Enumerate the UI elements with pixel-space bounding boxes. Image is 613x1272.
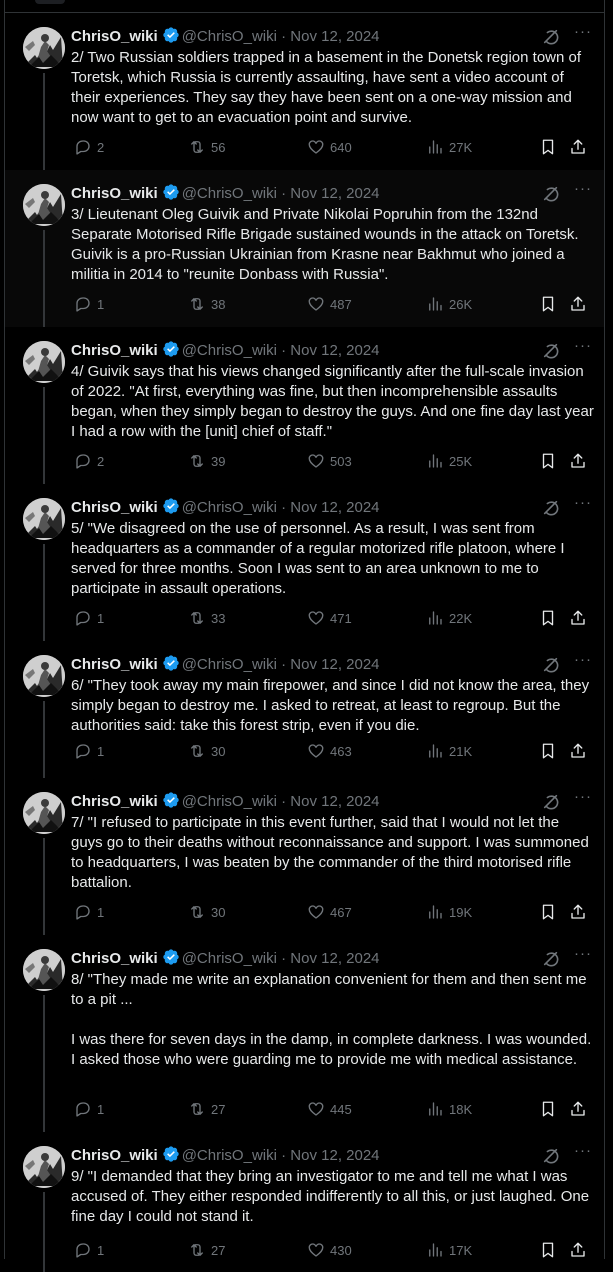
author-handle[interactable]: @ChrisO_wiki: [181, 185, 277, 202]
verified-badge-icon: [162, 948, 180, 972]
verified-badge-icon: [162, 26, 180, 50]
views-button[interactable]: [426, 294, 472, 314]
repost-icon: [188, 452, 206, 470]
more-icon[interactable]: ···: [574, 23, 592, 40]
avatar[interactable]: [23, 498, 65, 540]
like-count: 445: [330, 1101, 352, 1117]
heart-icon: [307, 138, 325, 156]
views-button[interactable]: [426, 451, 472, 471]
verified-badge-icon: [162, 497, 180, 521]
reply-icon: [74, 609, 92, 627]
views-button[interactable]: [426, 1240, 472, 1260]
share-button[interactable]: [569, 451, 592, 471]
views-count: 21K: [449, 743, 473, 759]
views-button[interactable]: [426, 902, 472, 922]
repost-button[interactable]: [188, 1240, 225, 1260]
heart-icon: [307, 452, 325, 470]
bookmark-button[interactable]: [539, 137, 562, 157]
reply-button[interactable]: [74, 294, 104, 314]
reply-button[interactable]: [74, 741, 104, 761]
author-handle[interactable]: @ChrisO_wiki: [181, 28, 277, 45]
bookmark-icon: [539, 138, 557, 156]
bookmark-button[interactable]: [539, 902, 562, 922]
author-handle[interactable]: @ChrisO_wiki: [181, 499, 277, 516]
heart-icon: [307, 1100, 325, 1118]
author-handle[interactable]: @ChrisO_wiki: [181, 793, 277, 810]
reply-button[interactable]: [74, 608, 104, 628]
views-count: 18K: [449, 1101, 473, 1117]
author-name[interactable]: ChrisO_wiki: [71, 342, 158, 359]
heart-icon: [307, 742, 325, 760]
tweet[interactable]: [5, 327, 604, 484]
bookmark-icon: [539, 1241, 557, 1259]
reply-icon: [74, 452, 92, 470]
like-button[interactable]: [307, 137, 352, 157]
share-button[interactable]: [569, 137, 592, 157]
thread-line: [43, 1192, 45, 1272]
share-icon: [569, 903, 587, 921]
like-button[interactable]: [307, 741, 352, 761]
thread-line: [43, 544, 45, 641]
avatar[interactable]: [23, 27, 65, 69]
separator: ·: [281, 28, 287, 45]
share-icon: [569, 138, 587, 156]
tweet-text: 9/ "I demanded that they bring an investigator to me and tell me what I was accused of. They either responded indifferently to all this, or just laughed. One fine day I could not stand it.: [71, 1168, 590, 1225]
thread-line: [43, 230, 45, 327]
bookmark-icon: [539, 452, 557, 470]
separator: ·: [281, 1147, 287, 1164]
author-name[interactable]: ChrisO_wiki: [71, 499, 158, 516]
action-bar: [71, 608, 590, 628]
reply-button[interactable]: [74, 451, 104, 471]
thread-line: [43, 701, 45, 778]
repost-button[interactable]: [188, 608, 225, 628]
reply-button[interactable]: [74, 902, 104, 922]
tweet-text: 7/ "I refused to participate in this event further, said that I would not let the guys go to their deaths without reconnaissance and support. I was summoned to headquarters, I was beaten by the commander of the third motorised rifle battalion.: [71, 814, 589, 891]
repost-icon: [188, 1100, 206, 1118]
author-handle[interactable]: @ChrisO_wiki: [181, 656, 277, 673]
share-icon: [569, 295, 587, 313]
bookmark-button[interactable]: [539, 741, 562, 761]
verified-badge-icon: [162, 791, 180, 815]
post-date[interactable]: Nov 12, 2024: [290, 793, 380, 810]
post-date[interactable]: Nov 12, 2024: [290, 656, 380, 673]
verified-badge-icon: [162, 1145, 180, 1169]
thread-line: [43, 73, 45, 170]
like-count: 640: [330, 139, 352, 155]
tweet-text: 5/ "We disagreed on the use of personnel. As a result, I was sent from headquarters as a commander of a regular motorized rifle platoon, where I served for three months. Soon I was sent to an area unknown to me to participate in assault operations.: [71, 520, 565, 597]
like-button[interactable]: [307, 608, 352, 628]
repost-icon: [188, 742, 206, 760]
heart-icon: [307, 295, 325, 313]
more-icon[interactable]: ···: [574, 788, 592, 805]
bookmark-icon: [539, 742, 557, 760]
like-count: 487: [330, 296, 352, 312]
author-handle[interactable]: @ChrisO_wiki: [181, 950, 277, 967]
views-icon: [426, 609, 444, 627]
views-count: 27K: [449, 139, 473, 155]
like-count: 503: [330, 453, 352, 469]
repost-button[interactable]: [188, 294, 225, 314]
like-button[interactable]: [307, 1099, 352, 1119]
views-button[interactable]: [426, 137, 472, 157]
views-count: 22K: [449, 610, 473, 626]
repost-count: 56: [211, 139, 226, 155]
bookmark-button[interactable]: [539, 1099, 562, 1119]
like-count: 471: [330, 610, 352, 626]
reply-count: 1: [97, 296, 105, 312]
bookmark-button[interactable]: [539, 608, 562, 628]
more-icon[interactable]: ···: [574, 337, 592, 354]
repost-icon: [188, 138, 206, 156]
reply-count: 1: [97, 904, 105, 920]
repost-icon: [188, 609, 206, 627]
repost-button[interactable]: [188, 1099, 225, 1119]
action-bar: [71, 902, 590, 922]
more-icon[interactable]: ···: [574, 945, 592, 962]
separator: ·: [281, 656, 287, 673]
author-handle[interactable]: @ChrisO_wiki: [181, 1147, 277, 1164]
reply-button[interactable]: [74, 137, 104, 157]
post-date[interactable]: Nov 12, 2024: [290, 28, 380, 45]
avatar[interactable]: [23, 949, 65, 991]
reply-count: 1: [97, 610, 105, 626]
separator: ·: [281, 342, 287, 359]
views-icon: [426, 452, 444, 470]
bookmark-icon: [539, 1100, 557, 1118]
author-handle[interactable]: @ChrisO_wiki: [181, 342, 277, 359]
views-count: 19K: [449, 904, 473, 920]
share-icon: [569, 1241, 587, 1259]
share-button[interactable]: [569, 1099, 592, 1119]
avatar[interactable]: [23, 792, 65, 834]
reply-icon: [74, 295, 92, 313]
heart-icon: [307, 1241, 325, 1259]
like-count: 467: [330, 904, 352, 920]
avatar[interactable]: [23, 341, 65, 383]
action-bar: [71, 294, 590, 314]
tweet[interactable]: [5, 170, 604, 327]
like-button[interactable]: [307, 451, 352, 471]
like-count: 430: [330, 1242, 352, 1258]
bookmark-button[interactable]: [539, 1240, 562, 1260]
like-button[interactable]: [307, 902, 352, 922]
reply-icon: [74, 742, 92, 760]
action-bar: [71, 451, 590, 471]
reply-icon: [74, 903, 92, 921]
bookmark-icon: [539, 295, 557, 313]
repost-button[interactable]: [188, 451, 225, 471]
repost-count: 27: [211, 1242, 226, 1258]
heart-icon: [307, 903, 325, 921]
reply-count: 2: [97, 139, 105, 155]
bookmark-icon: [539, 903, 557, 921]
tweet[interactable]: [5, 641, 604, 778]
thread-feed: [5, 13, 604, 1272]
verified-badge-icon: [162, 654, 180, 678]
bookmark-button[interactable]: [539, 451, 562, 471]
tweet[interactable]: [5, 778, 604, 935]
views-icon: [426, 903, 444, 921]
thread-line: [43, 995, 45, 1132]
tweet-text: 3/ Lieutenant Oleg Guivik and Private Nikolai Popruhin from the 132nd Separate Motorised Rifle Brigade sustained wounds in the attack on Toretsk. Guivik is a pro-Russian Ukrainian from Krasne near Bakhmut who joined a militia in 2014 to "reunite Donbass with Russia".: [71, 206, 579, 283]
tweet-text: 2/ Two Russian soldiers trapped in a basement in the Donetsk region town of Toretsk, which Russia is currently assaulting, have sent a video account of their experiences. They say they have been sent on a one-way mission and now want to get to an evacuation point and survive.: [71, 49, 582, 126]
reply-icon: [74, 138, 92, 156]
views-count: 25K: [449, 453, 473, 469]
avatar[interactable]: [23, 184, 65, 226]
author-name[interactable]: ChrisO_wiki: [71, 28, 158, 45]
like-button[interactable]: [307, 1240, 352, 1260]
more-icon[interactable]: ···: [574, 651, 592, 668]
reply-button[interactable]: [74, 1099, 104, 1119]
views-button[interactable]: [426, 608, 472, 628]
repost-button[interactable]: [188, 902, 225, 922]
reply-count: 1: [97, 1242, 105, 1258]
post-date[interactable]: Nov 12, 2024: [290, 185, 380, 202]
repost-icon: [188, 1241, 206, 1259]
action-bar: [71, 1240, 590, 1260]
tweet-text: 8/ "They made me write an explanation convenient for them and then sent me to a pit ... I was there for seven days in the damp, in complete darkness. I was wounded. I asked those who were guarding me to provide me with medical assistance.: [71, 971, 592, 1068]
previous-post-edge: [35, 0, 65, 4]
post-date[interactable]: Nov 12, 2024: [290, 342, 380, 359]
share-button[interactable]: [569, 902, 592, 922]
author-name[interactable]: ChrisO_wiki: [71, 793, 158, 810]
separator: ·: [281, 950, 287, 967]
action-bar: [71, 1099, 590, 1119]
author-name[interactable]: ChrisO_wiki: [71, 656, 158, 673]
reply-count: 2: [97, 453, 105, 469]
repost-count: 30: [211, 904, 226, 920]
separator: ·: [281, 793, 287, 810]
heart-icon: [307, 609, 325, 627]
share-icon: [569, 609, 587, 627]
share-icon: [569, 1100, 587, 1118]
author-name[interactable]: ChrisO_wiki: [71, 185, 158, 202]
reply-count: 1: [97, 1101, 105, 1117]
thread-line: [43, 387, 45, 484]
like-count: 463: [330, 743, 352, 759]
share-icon: [569, 742, 587, 760]
timeline-column: [4, 0, 605, 1259]
share-button[interactable]: [569, 608, 592, 628]
reply-icon: [74, 1100, 92, 1118]
share-button[interactable]: [569, 1240, 592, 1260]
action-bar: [71, 137, 590, 157]
action-bar: [71, 741, 590, 761]
verified-badge-icon: [162, 183, 180, 207]
repost-icon: [188, 903, 206, 921]
views-icon: [426, 138, 444, 156]
more-icon[interactable]: ···: [574, 180, 592, 197]
repost-count: 38: [211, 296, 226, 312]
views-icon: [426, 1241, 444, 1259]
repost-button[interactable]: [188, 137, 225, 157]
post-date[interactable]: Nov 12, 2024: [290, 1147, 380, 1164]
views-icon: [426, 742, 444, 760]
bookmark-icon: [539, 609, 557, 627]
repost-count: 30: [211, 743, 226, 759]
reply-icon: [74, 1241, 92, 1259]
views-button[interactable]: [426, 741, 472, 761]
verified-badge-icon: [162, 340, 180, 364]
author-name[interactable]: ChrisO_wiki: [71, 1147, 158, 1164]
share-button[interactable]: [569, 741, 592, 761]
views-count: 17K: [449, 1242, 473, 1258]
repost-count: 39: [211, 453, 226, 469]
repost-count: 33: [211, 610, 226, 626]
repost-count: 27: [211, 1101, 226, 1117]
repost-button[interactable]: [188, 741, 225, 761]
share-button[interactable]: [569, 294, 592, 314]
thread-line: [43, 838, 45, 935]
reply-button[interactable]: [74, 1240, 104, 1260]
post-date[interactable]: Nov 12, 2024: [290, 499, 380, 516]
tweet[interactable]: [5, 935, 604, 1132]
views-icon: [426, 295, 444, 313]
bookmark-button[interactable]: [539, 294, 562, 314]
tweet-text: 4/ Guivik says that his views changed significantly after the full-scale invasion of 2022. "At first, everything was fine, but then incomprehensible assaults began, when they simply began to destroy the guys. And one fine day last year I had a row with the [unit] chief of staff.": [71, 363, 594, 440]
views-button[interactable]: [426, 1099, 472, 1119]
tweet[interactable]: [5, 1132, 604, 1272]
views-icon: [426, 1100, 444, 1118]
avatar[interactable]: [23, 655, 65, 697]
tweet-text: 6/ "They took away my main firepower, and since I did not know the area, they simply began to destroy me. I asked to retreat, at least to regroup. But the authorities said: take this forest strip, even if you die.: [71, 677, 590, 734]
reply-count: 1: [97, 743, 105, 759]
share-icon: [569, 452, 587, 470]
author-name[interactable]: ChrisO_wiki: [71, 950, 158, 967]
post-date[interactable]: Nov 12, 2024: [290, 950, 380, 967]
separator: ·: [281, 185, 287, 202]
more-icon[interactable]: ···: [574, 494, 592, 511]
like-button[interactable]: [307, 294, 352, 314]
avatar[interactable]: [23, 1146, 65, 1188]
separator: ·: [281, 499, 287, 516]
views-count: 26K: [449, 296, 473, 312]
more-icon[interactable]: ···: [574, 1142, 592, 1159]
repost-icon: [188, 295, 206, 313]
tweet[interactable]: [5, 13, 604, 170]
tweet[interactable]: [5, 484, 604, 641]
